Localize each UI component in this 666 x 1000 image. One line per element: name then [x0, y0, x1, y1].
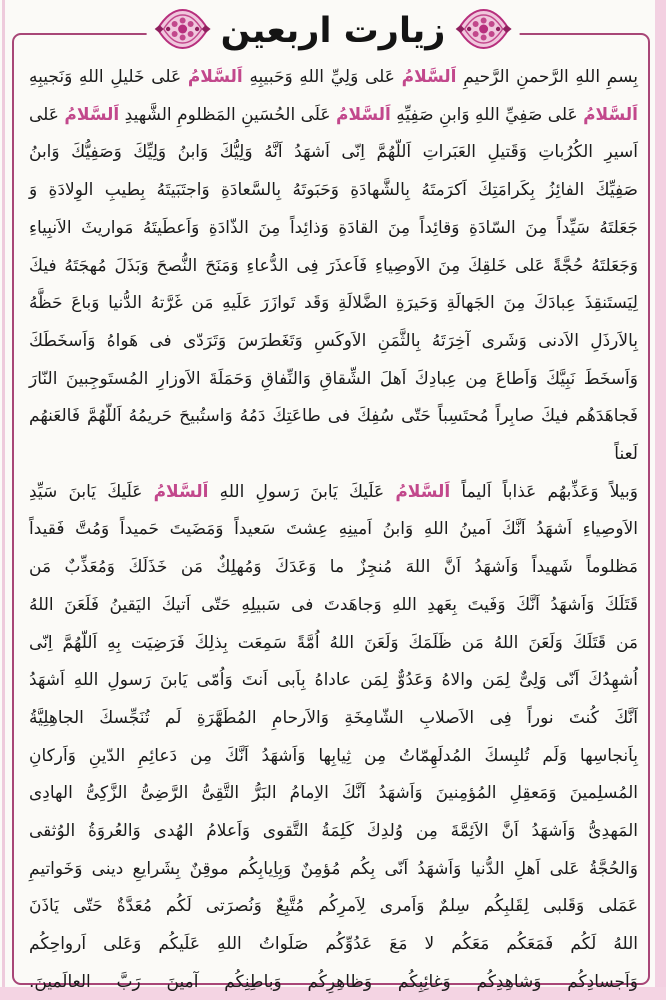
- text-line: [29, 511, 638, 549]
- title-block: [147, 2, 520, 60]
- text-segment: بِالاَرذَلِ الاَدنى وَشَرى آخِرَتَهُ بِالثَّمَنِ الاَوكَسِ وَتَغَطرَسَ وَتَرَدّى فى هَواهُ وَاَسخَطَكَ: [29, 330, 638, 351]
- text-line: [29, 285, 638, 323]
- text-segment: اَسيرِ الكُرُباتِ وَقَتيلِ العَبَراتِ اَللّهُمَّ اِنّى اَشهَدُ اَنَّهُ وَلِيُّكَ وَابنُ وَلِيِّكَ وَصَفِيُّكَ وَابنُ: [29, 142, 638, 163]
- text-line: [29, 474, 638, 512]
- text-segment: عَلى خَليلِ اللهِ وَنَجيبِهِ: [29, 67, 188, 87]
- text-segment: بِاَنجاسِها وَلَم تُلبِسكَ المُدلَهِمّاتُ مِن ثِيابِها وَاَشهَدُ اَنَّكَ مِن دَعائِمِ الدّينِ وَاَركانِ: [29, 745, 638, 766]
- text-line: [29, 964, 638, 1000]
- text-segment: لِيَستَنقِذَ عِبادَكَ مِنَ الجَهالَةِ وَحَيرَةِ الضَّلالَةِ وَقَد تَوازَرَ عَلَيهِ مَن غَرَّتهُ الدُّنيا وَباعَ حَظَّهُ: [29, 293, 638, 314]
- text-line: [29, 134, 638, 172]
- text-line: [29, 323, 638, 361]
- text-segment: عَلى صَفِيِّ اللهِ وَابنِ صَفِيِّهِ: [390, 104, 584, 125]
- text-segment: وَالحُجَّةُ عَلى اَهلِ الدُّنيا وَاَشهَدُ اَنّى بِكُم مُؤمِنٌ وَبِاِيابِكُم موقِنٌ بِشَرايعِ دينى وَخَواتيمِ: [29, 858, 638, 879]
- text-segment: جَعَلتَهُ سَيِّداً مِنَ السّادَةِ وَقائِداً مِنَ القادَةِ وَذائِداً مِنَ الذّادَةِ وَاَعطَيتَهُ مَواريثَ الاَنبِياءِ: [29, 217, 638, 238]
- text-segment: عَلى: [29, 104, 65, 125]
- arabesque-ornament-icon: [455, 7, 511, 55]
- text-segment: الاَوصِياءِ اَشهَدُ اَنَّكَ اَمينُ اللهِ وَابنُ اَمينِهِ عِشتَ سَعيداً وَمَضَيتَ حَميداً وَمُتَّ فَقيداً: [29, 519, 638, 540]
- text-segment: اللهُ لَكُم فَمَعَكُم مَعَكُم لا مَعَ عَدُوِّكُم صَلَواتُ اللهِ عَلَيكُم وَعَلى اَرواحِكُم: [29, 934, 638, 955]
- text-segment: اَنَّكَ كُنتَ نوراً فِى الاَصلابِ الشّامِخَةِ وَالاَرحامِ المُطَهَّرَةِ لَم تُنَجِّسكَ الجاهِلِيَّةُ: [29, 707, 638, 728]
- text-line: [29, 361, 638, 399]
- text-line: [29, 813, 638, 851]
- text-segment: عَمَلى وَقَلبى لِقَلبِكُم سِلمٌ وَاَمرى لِاَمرِكُم مُتَّبِعٌ وَنُصرَتى لَكُم مُعَدَّةٌ حَتّى يَاذَنَ: [29, 896, 638, 917]
- text-segment: المُسلِمينَ وَمَعقِلِ المُؤمِنينَ وَاَشهَدُ اَنَّكَ الاِمامُ البَرُّ التَّقِىُّ الرَّضِىُّ الزَّكِىُّ الهادِى: [29, 783, 638, 804]
- text-line: [29, 662, 638, 700]
- salam-highlight: اَلسَّلامُ: [153, 481, 209, 502]
- salam-highlight: اَلسَّلامُ: [336, 104, 391, 125]
- salam-highlight: اَلسَّلامُ: [64, 104, 120, 125]
- salam-highlight: اَلسَّلامُ: [187, 67, 243, 87]
- text-segment: بِسمِ اللهِ الرَّحمنِ الرَّحيمِ: [456, 67, 638, 87]
- text-line: [29, 210, 638, 248]
- text-line: [29, 625, 638, 663]
- text-line: [29, 738, 638, 776]
- text-line: [29, 59, 638, 97]
- salam-highlight: اَلسَّلامُ: [395, 481, 451, 502]
- text-segment: وَاَجسادِكُم وَشاهِدِكُم وَغائِبِكُم وَظاهِرِكُم وَباطِنِكُم آمينَ رَبَّ العالَمينَ.: [29, 971, 638, 992]
- text-line: [29, 549, 638, 587]
- text-segment: عَلى وَلِيِّ اللهِ وَحَبيبِهِ: [242, 67, 402, 87]
- text-segment: وَبيلاً وَعَذِّبهُم عَذاباً اَليماً: [450, 481, 638, 502]
- text-body: [29, 59, 638, 1000]
- text-line: [29, 926, 638, 964]
- text-segment: اُشهِدُكَ اَنّى وَلِىٌّ لِمَن والاهُ وَعَدُوٌّ لِمَن عاداهُ بِاَبى اَنتَ وَاُمّى يَابنَ رَسولِ اللهِ اَشهَدُ: [29, 670, 638, 691]
- text-segment: مَن قَتَلَكَ وَلَعَنَ اللهُ مَن ظَلَمَكَ وَلَعَنَ اللهُ اُمَّةً سَمِعَت بِذلِكَ فَرَضِيَت بِهِ اَللّهُمَّ اِنّى: [29, 632, 638, 653]
- text-line: [29, 775, 638, 813]
- text-line: [29, 97, 638, 135]
- text-line: [29, 700, 638, 738]
- text-segment: وَاَسخَطَ نَبِيَّكَ وَاَطاعَ مِن عِبادِكَ اَهلَ الشِّقاقِ وَالنِّفاقِ وَحَمَلَةَ الاَوزارِ المُستَوجِبينَ النّارَ: [29, 368, 638, 389]
- text-line: [29, 398, 638, 473]
- text-segment: فَجاهَدَهُم فيكَ صابِراً مُحتَسِباً حَتّى سُفِكَ فى طاعَتِكَ دَمُهُ وَاستُبيحَ حَريمُهُ اَللّهُمَّ فَالعَنهُم لَعناً: [29, 406, 638, 465]
- text-line: [29, 851, 638, 889]
- salam-highlight: اَلسَّلامُ: [583, 104, 638, 125]
- salam-highlight: اَلسَّلامُ: [401, 67, 457, 87]
- arabesque-ornament-icon: [155, 7, 211, 55]
- text-segment: صَفِيِّكَ الفائِزُ بِكَرامَتِكَ اَكرَمتَهُ بِالشَّهادَةِ وَحَبَوتَهُ بِالسَّعادَةِ وَاجتَبَيتَهُ بِطيبِ الوِلادَةِ وَ: [29, 180, 638, 201]
- page-title: زيارت اربعين: [220, 11, 446, 51]
- text-segment: المَهدِىُّ وَاَشهَدُ اَنَّ الاَئِمَّةَ مِن وُلدِكَ كَلِمَةُ التَّقوى وَاَعلامُ الهُدى وَالعُروَةُ الوُثقى: [29, 821, 638, 842]
- text-line: [29, 172, 638, 210]
- text-segment: مَظلوماً شَهيداً وَاَشهَدُ اَنَّ اللهَ مُنجِزٌ ما وَعَدَكَ وَمُهلِكٌ مَن خَذَلَكَ وَمُعَذِّبٌ مَن: [29, 557, 638, 578]
- page-edge-left: [2, 0, 5, 1000]
- text-line: [29, 248, 638, 286]
- text-line: [29, 587, 638, 625]
- text-segment: وَجَعَلتَهُ حُجَّةً عَلى خَلقِكَ مِنَ الاَوصِياءِ فَاَعذَرَ فِى الدُّعاءِ وَمَنَحَ النُّصحَ وَبَذَلَ مُهجَتَهُ فيكَ: [29, 255, 638, 276]
- page-edge-right: [655, 0, 666, 1000]
- text-segment: قَتَلَكَ وَاَشهَدُ اَنَّكَ وَفَيتَ بِعَهدِ اللهِ وَجاهَدتَ فى سَبيلِهِ حَتّى اَتيكَ اليَقينُ فَلَعَنَ اللهُ: [29, 594, 638, 615]
- text-segment: عَلَيكَ يَابنَ رَسولِ اللهِ: [208, 481, 396, 502]
- text-line: [29, 888, 638, 926]
- text-segment: عَلَيكَ يَابنَ سَيِّدِ: [29, 481, 154, 502]
- text-segment: عَلَى الحُسَينِ المَظلومِ الشَّهيدِ: [119, 104, 336, 125]
